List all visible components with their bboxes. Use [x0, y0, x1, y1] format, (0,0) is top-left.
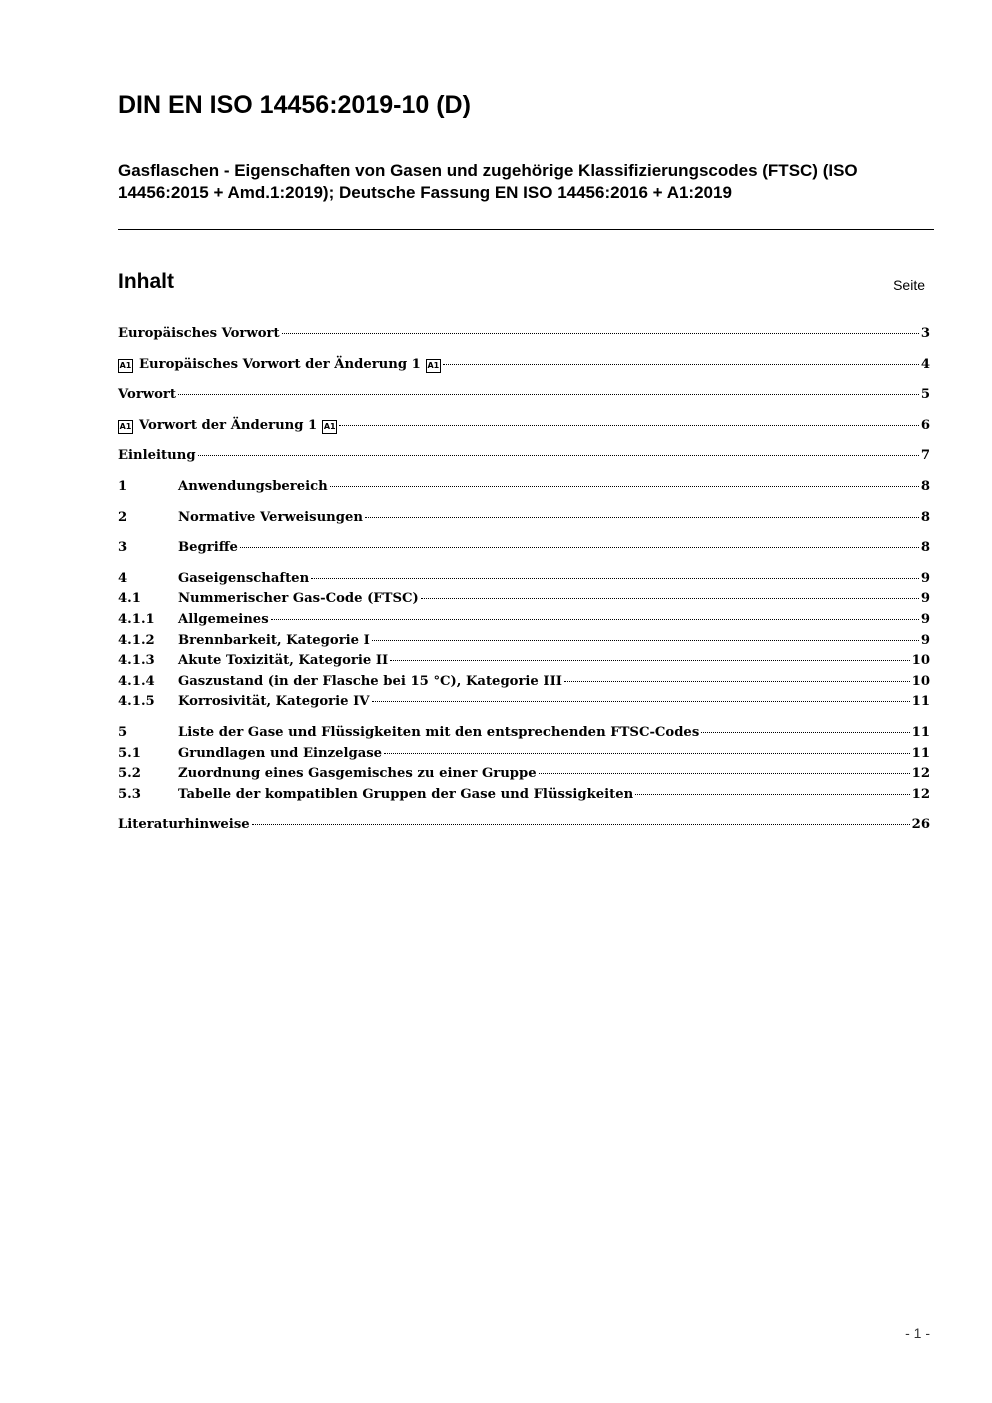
toc-entry-title: Anwendungsbereich: [178, 478, 328, 494]
document-title: DIN EN ISO 14456:2019-10 (D): [118, 91, 471, 119]
toc-entry-title: Einleitung: [118, 448, 196, 464]
toc-entry-title-group: [118, 416, 337, 437]
amendment-end-icon: A1: [322, 420, 337, 434]
dot-leader: [372, 701, 910, 702]
toc-page-column-label: Seite: [893, 277, 925, 293]
toc-entry-1[interactable]: [118, 477, 930, 498]
document-subtitle: Gasflaschen - Eigenschaften von Gasen und zugehörige Klassifizierungscodes (FTSC) (ISO 14456:2015 + Amd.1:2019); Deutsche Fassung EN ISO 14456:2016 + A1:2019: [118, 161, 858, 202]
dot-leader: [564, 681, 910, 682]
dot-leader: [372, 640, 919, 641]
toc-entry-page: 26: [911, 817, 930, 833]
toc-entry-vorwort-aenderung-1[interactable]: [118, 416, 930, 437]
title-divider: [118, 229, 934, 230]
dot-leader: [384, 753, 910, 754]
toc-entry-page: 11: [911, 745, 930, 761]
toc-entry-4-1-1[interactable]: [118, 610, 930, 631]
dot-leader: [240, 547, 919, 548]
dot-leader: [635, 794, 909, 795]
toc-heading: Inhalt: [118, 270, 174, 293]
dot-leader: [339, 425, 919, 426]
toc-entry-einleitung[interactable]: [118, 446, 930, 467]
dot-leader: [701, 732, 909, 733]
toc-entry-page: 8: [920, 478, 930, 494]
toc-entry-4-1[interactable]: [118, 589, 930, 610]
toc-entry-page: 6: [920, 417, 930, 433]
dot-leader: [539, 773, 910, 774]
table-of-contents: [118, 324, 930, 836]
page-number: - 1 -: [905, 1325, 930, 1341]
toc-entry-number: 4.1.4: [118, 673, 155, 689]
toc-entry-4-1-2[interactable]: [118, 631, 930, 652]
amendment-end-icon: A1: [426, 359, 441, 373]
toc-entry-title: Begriffe: [178, 540, 238, 556]
toc-entry-page: 8: [920, 509, 930, 525]
toc-entry-2[interactable]: [118, 508, 930, 529]
toc-entry-5-3[interactable]: [118, 785, 930, 806]
toc-entry-4-1-5[interactable]: [118, 692, 930, 713]
toc-entry-3[interactable]: [118, 538, 930, 559]
dot-leader: [330, 486, 919, 487]
toc-entry-4[interactable]: [118, 569, 930, 590]
dot-leader: [282, 333, 919, 334]
dot-leader: [421, 598, 919, 599]
toc-entry-title-group: [118, 355, 441, 376]
toc-entry-page: 10: [911, 673, 930, 689]
toc-entry-title: Grundlagen und Einzelgase: [178, 745, 383, 761]
toc-entry-5-2[interactable]: [118, 764, 930, 785]
toc-entry-title: Korrosivität, Kategorie IV: [178, 694, 370, 710]
toc-entry-number: 4.1.2: [118, 632, 155, 648]
toc-entry-page: 3: [920, 326, 930, 341]
toc-entry-number: 4.1: [118, 591, 141, 607]
dot-leader: [443, 364, 919, 365]
toc-entry-number: 5.1: [118, 745, 141, 761]
toc-entry-literaturhinweise[interactable]: [118, 815, 930, 836]
toc-entry-5-1[interactable]: [118, 744, 930, 765]
toc-entry-vorwort[interactable]: [118, 385, 930, 406]
toc-entry-title: Brennbarkeit, Kategorie I: [178, 632, 370, 648]
dot-leader: [311, 578, 919, 579]
toc-entry-title: Europäisches Vorwort der Änderung 1: [139, 356, 421, 372]
toc-entry-number: 2: [118, 509, 128, 525]
toc-entry-page: 9: [920, 632, 930, 648]
dot-leader: [365, 517, 919, 518]
toc-entry-page: 7: [920, 448, 930, 464]
amendment-start-icon: A1: [118, 420, 133, 434]
toc-entry-number: 1: [118, 478, 128, 494]
toc-entry-page: 4: [920, 356, 930, 372]
toc-entry-page: 12: [911, 786, 930, 802]
toc-entry-europaeisches-vorwort-aenderung-1[interactable]: [118, 355, 930, 376]
toc-entry-title: Europäisches Vorwort: [118, 326, 280, 341]
dot-leader: [252, 824, 910, 825]
dot-leader: [198, 455, 919, 456]
toc-entry-page: 11: [911, 694, 930, 710]
toc-entry-title: Zuordnung eines Gasgemisches zu einer Gruppe: [178, 766, 537, 782]
toc-entry-page: 8: [920, 540, 930, 556]
toc-entry-number: 4: [118, 570, 128, 586]
toc-entry-page: 9: [920, 570, 930, 586]
toc-entry-page: 9: [920, 591, 930, 607]
toc-entry-page: 11: [911, 724, 930, 740]
toc-entry-page: 9: [920, 611, 930, 627]
toc-entry-number: 4.1.5: [118, 694, 155, 710]
toc-entry-title: Vorwort der Änderung 1: [139, 417, 318, 433]
amendment-start-icon: A1: [118, 359, 133, 373]
toc-entry-5[interactable]: [118, 723, 930, 744]
toc-entry-europaeisches-vorwort[interactable]: [118, 324, 930, 345]
toc-entry-number: 5.3: [118, 786, 141, 802]
toc-entry-title: Akute Toxizität, Kategorie II: [178, 653, 389, 669]
toc-entry-title: Nummerischer Gas-Code (FTSC): [178, 591, 419, 607]
toc-entry-title: Gaszustand (in der Flasche bei 15 °C), Kategorie III: [178, 673, 562, 689]
toc-entry-4-1-4[interactable]: [118, 672, 930, 693]
toc-entry-4-1-3[interactable]: [118, 651, 930, 672]
toc-entry-title: Tabelle der kompatiblen Gruppen der Gase und Flüssigkeiten: [178, 786, 634, 802]
toc-entry-number: 5.2: [118, 766, 141, 782]
toc-entry-page: 5: [920, 387, 930, 403]
toc-entry-number: 3: [118, 540, 128, 556]
toc-entry-page: 12: [911, 766, 930, 782]
toc-entry-title: Vorwort: [118, 387, 176, 403]
toc-entry-title: Allgemeines: [178, 611, 269, 627]
dot-leader: [390, 660, 909, 661]
toc-entry-number: 4.1.1: [118, 611, 155, 627]
toc-entry-title: Gaseigenschaften: [178, 570, 310, 586]
toc-entry-title: Liste der Gase und Flüssigkeiten mit den entsprechenden FTSC-Codes: [178, 724, 700, 740]
dot-leader: [178, 394, 919, 395]
toc-entry-number: 4.1.3: [118, 653, 155, 669]
toc-entry-page: 10: [911, 653, 930, 669]
toc-entry-number: 5: [118, 724, 128, 740]
toc-entry-title: Literaturhinweise: [118, 817, 250, 833]
toc-entry-title: Normative Verweisungen: [178, 509, 363, 525]
dot-leader: [271, 619, 919, 620]
